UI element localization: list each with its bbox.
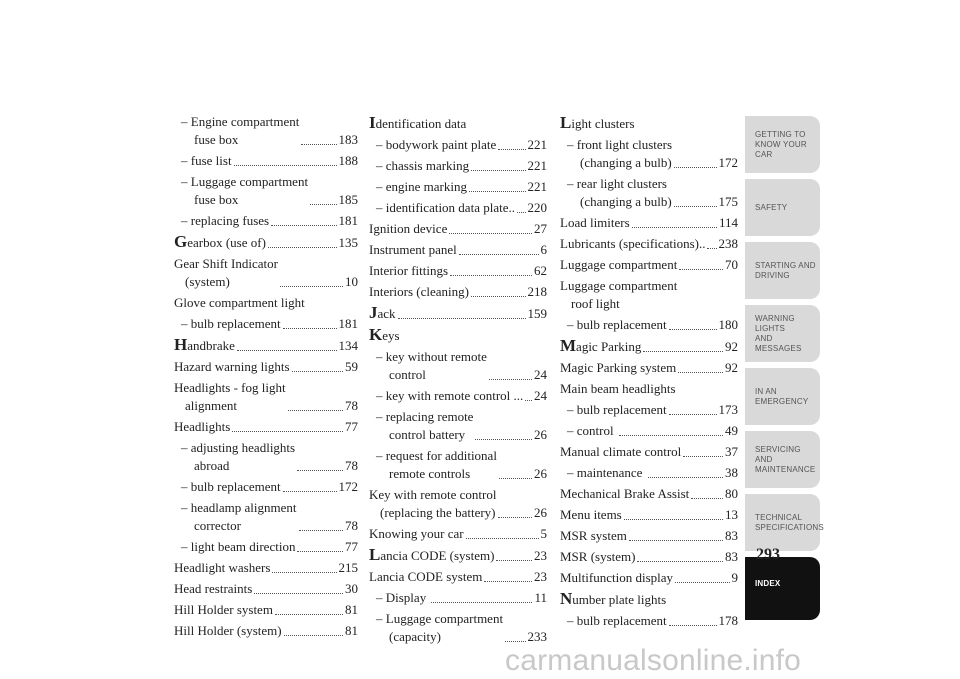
index-entry-rest: dentification data xyxy=(375,116,467,131)
index-page-number: 78 xyxy=(345,458,358,473)
index-letter: G xyxy=(174,232,188,251)
index-column-2 xyxy=(369,113,547,649)
index-entry xyxy=(369,348,547,384)
index-entry xyxy=(174,152,358,170)
dot-leader xyxy=(637,561,723,562)
index-page-number: 11 xyxy=(534,590,547,605)
index-entry-text: Multifunction display xyxy=(560,570,674,585)
index-page-number: 135 xyxy=(338,235,358,250)
chapter-tab[interactable]: SERVICING AND MAINTENANCE xyxy=(745,431,820,488)
index-entry xyxy=(369,199,547,217)
index-entry-text: – maintenance xyxy=(567,465,643,480)
index-letter: N xyxy=(560,589,573,608)
index-entry-text: – engine marking xyxy=(376,179,467,194)
index-page-number: 70 xyxy=(725,257,738,272)
index-page-number: 134 xyxy=(338,338,358,353)
index-page-number: 183 xyxy=(338,132,358,147)
index-entry-rest: ight clusters xyxy=(571,116,635,131)
index-entry-text xyxy=(369,546,494,565)
dot-leader xyxy=(496,560,532,561)
index-entry-text: Lubricants (specifications).. xyxy=(560,236,706,251)
index-page-number: 172 xyxy=(718,155,738,170)
index-entry-text: MSR (system) xyxy=(560,549,636,564)
index-entry xyxy=(560,485,738,503)
index-entry-text xyxy=(174,336,235,355)
index-entry xyxy=(560,569,738,587)
index-entry-rest: agic Parking xyxy=(576,339,642,354)
index-page-number: 62 xyxy=(534,263,547,278)
index-entry-text: Menu items xyxy=(560,507,622,522)
index-entry-text: – front light clusters (changing a bulb) xyxy=(567,137,673,170)
index-entry xyxy=(369,568,547,586)
index-entry-text: – bulb replacement xyxy=(567,402,667,417)
index-entry xyxy=(174,113,358,149)
index-entry-text: Headlight washers xyxy=(174,560,271,575)
index-entry xyxy=(369,304,547,323)
index-entry-text: – identification data plate.. xyxy=(376,200,515,215)
index-entry-text: – key with remote control ... xyxy=(376,388,524,403)
index-entry-text: Hazard warning lights xyxy=(174,359,290,374)
index-entry xyxy=(174,255,358,291)
index-entry xyxy=(369,610,547,646)
index-entry xyxy=(174,358,358,376)
chapter-tab[interactable]: INDEX xyxy=(745,557,820,620)
index-page-number: 26 xyxy=(534,505,547,520)
index-page-number: 9 xyxy=(731,570,738,585)
dot-leader xyxy=(484,581,532,582)
index-page-number: 24 xyxy=(534,388,547,403)
index-page-number: 24 xyxy=(534,367,547,382)
index-entry xyxy=(560,277,738,313)
index-entry-text: Gear Shift Indicator (system) xyxy=(174,256,278,289)
dot-leader xyxy=(301,144,336,145)
dot-leader xyxy=(675,582,729,583)
index-page-number: 78 xyxy=(345,398,358,413)
index-entry xyxy=(369,283,547,301)
index-entry-rest: earbox (use of) xyxy=(187,235,266,250)
index-page-number: 159 xyxy=(527,306,547,321)
dot-leader xyxy=(643,351,723,352)
index-entry-text xyxy=(174,233,266,252)
dot-leader xyxy=(707,248,716,249)
index-entry-text: – bulb replacement xyxy=(181,316,281,331)
index-page-number: 221 xyxy=(527,137,547,152)
index-page-number: 175 xyxy=(718,194,738,209)
index-page-number: 181 xyxy=(338,316,358,331)
dot-leader xyxy=(471,170,525,171)
index-entry xyxy=(369,326,547,345)
index-page-number: 188 xyxy=(338,153,358,168)
index-entry xyxy=(174,173,358,209)
index-entry xyxy=(560,380,738,398)
index-column-1 xyxy=(174,113,358,643)
dot-leader xyxy=(619,435,723,436)
index-entry-text: Magic Parking system xyxy=(560,360,677,375)
index-entry xyxy=(174,559,358,577)
index-entry-text: – adjusting headlights abroad xyxy=(181,440,296,473)
dot-leader xyxy=(310,204,336,205)
dot-leader xyxy=(505,641,525,642)
index-entry-text: – Luggage compartment (capacity) xyxy=(376,611,504,644)
index-entry-text: Lancia CODE system xyxy=(369,569,483,584)
dot-leader xyxy=(459,254,539,255)
index-page-number: 77 xyxy=(345,539,358,554)
watermark: carmanualsonline.info xyxy=(505,644,802,677)
index-letter: L xyxy=(560,113,572,132)
dot-leader xyxy=(669,414,717,415)
index-letter: H xyxy=(174,335,188,354)
chapter-tab[interactable]: GETTING TO KNOW YOUR CAR xyxy=(745,116,820,173)
index-entry-text: Knowing your car xyxy=(369,526,464,541)
index-entry-text xyxy=(560,590,666,609)
dot-leader xyxy=(678,372,723,373)
index-entry-text xyxy=(369,304,396,323)
index-entry xyxy=(560,443,738,461)
index-letter: I xyxy=(369,113,376,132)
index-entry xyxy=(369,447,547,483)
index-page-number: 221 xyxy=(527,179,547,194)
index-entry-text: Key with remote control (replacing the battery) xyxy=(369,487,497,520)
index-entry-text: Luggage compartment roof light xyxy=(560,278,678,311)
index-page-number: 81 xyxy=(345,602,358,617)
dot-leader xyxy=(624,519,723,520)
dot-leader xyxy=(469,191,526,192)
index-entry-text: Main beam headlights xyxy=(560,381,676,396)
index-page-number: 178 xyxy=(718,613,738,628)
index-page-number: 83 xyxy=(725,549,738,564)
index-page-number: 114 xyxy=(718,215,738,230)
dot-leader xyxy=(297,551,343,552)
index-entry-text: – light beam direction xyxy=(181,539,296,554)
dot-leader xyxy=(632,227,717,228)
index-entry xyxy=(560,337,738,356)
index-entry xyxy=(174,233,358,252)
dot-leader xyxy=(471,296,526,297)
index-page-number: 233 xyxy=(527,629,547,644)
index-entry-text: Instrument panel xyxy=(369,242,457,257)
index-entry-text xyxy=(369,326,400,345)
index-entry-text: Hill Holder system xyxy=(174,602,273,617)
index-entry xyxy=(560,527,738,545)
index-entry xyxy=(369,157,547,175)
index-entry-text: Interior fittings xyxy=(369,263,449,278)
index-entry-rest: ack xyxy=(377,306,396,321)
index-entry xyxy=(174,580,358,598)
index-page-number: 92 xyxy=(725,339,738,354)
index-page-number: 27 xyxy=(534,221,547,236)
index-entry xyxy=(174,601,358,619)
index-entry xyxy=(174,379,358,415)
dot-leader xyxy=(232,431,343,432)
dot-leader xyxy=(280,286,343,287)
index-entry-text: – replacing remote control battery xyxy=(376,409,474,442)
index-entry-rest: andbrake xyxy=(187,338,235,353)
dot-leader xyxy=(517,212,526,213)
index-entry-rest: eys xyxy=(382,328,400,343)
dot-leader xyxy=(234,165,337,166)
index-entry xyxy=(174,622,358,640)
dot-leader xyxy=(669,625,717,626)
index-entry-text: Headlights - fog light alignment xyxy=(174,380,286,413)
index-page-number: 59 xyxy=(345,359,358,374)
index-entry-text: – bulb replacement xyxy=(567,317,667,332)
index-entry-text: – bulb replacement xyxy=(181,479,281,494)
index-entry xyxy=(369,136,547,154)
dot-leader xyxy=(292,371,343,372)
dot-leader xyxy=(629,540,723,541)
index-entry xyxy=(560,256,738,274)
index-page-number: 23 xyxy=(534,548,547,563)
dot-leader xyxy=(398,318,526,319)
dot-leader xyxy=(450,275,532,276)
index-page-number: 23 xyxy=(534,569,547,584)
chapter-tab[interactable]: WARNING LIGHTS AND MESSAGES xyxy=(745,305,820,362)
index-page-number: 38 xyxy=(725,465,738,480)
index-entry-text: Hill Holder (system) xyxy=(174,623,282,638)
dot-leader xyxy=(499,478,532,479)
index-letter: K xyxy=(369,325,383,344)
index-entry xyxy=(560,316,738,334)
index-entry-text: – request for additional remote controls xyxy=(376,448,497,481)
index-entry-text: – bodywork paint plate xyxy=(376,137,497,152)
dot-leader xyxy=(283,491,337,492)
index-entry xyxy=(174,212,358,230)
index-page-number: 81 xyxy=(345,623,358,638)
index-entry xyxy=(174,538,358,556)
index-page-number: 37 xyxy=(725,444,738,459)
index-entry-rest: umber plate lights xyxy=(572,592,667,607)
index-page-number: 26 xyxy=(534,427,547,442)
index-entry xyxy=(560,464,738,482)
index-entry xyxy=(560,590,738,609)
index-page-number: 220 xyxy=(527,200,547,215)
index-letter: L xyxy=(369,545,381,564)
index-page-number: 215 xyxy=(338,560,358,575)
index-entry xyxy=(174,478,358,496)
index-entry-text: – Luggage compartment fuse box xyxy=(181,174,309,207)
dot-leader xyxy=(297,470,343,471)
dot-leader xyxy=(271,225,336,226)
chapter-tab[interactable]: STARTING AND DRIVING xyxy=(745,242,820,299)
index-entry-text: Headlights xyxy=(174,419,231,434)
index-entry-text: – headlamp alignment corrector xyxy=(181,500,297,533)
index-entry xyxy=(560,506,738,524)
dot-leader xyxy=(466,538,539,539)
index-entry xyxy=(369,241,547,259)
index-entry-text: – replacing fuses xyxy=(181,213,270,228)
index-entry-text: Luggage compartment xyxy=(560,257,678,272)
index-entry xyxy=(560,359,738,377)
index-entry xyxy=(560,548,738,566)
dot-leader xyxy=(669,329,717,330)
dot-leader xyxy=(431,602,532,603)
index-entry xyxy=(174,315,358,333)
index-entry-text: MSR system xyxy=(560,528,627,543)
index-entry-text: Manual climate control xyxy=(560,444,682,459)
index-page-number: 238 xyxy=(718,236,738,251)
index-entry-text: Head restraints xyxy=(174,581,253,596)
index-entry-text: Ignition device xyxy=(369,221,448,236)
index-page-number: 26 xyxy=(534,466,547,481)
dot-leader xyxy=(268,247,337,248)
index-letter: J xyxy=(369,303,378,322)
index-entry xyxy=(369,178,547,196)
index-entry-text xyxy=(560,114,635,133)
dot-leader xyxy=(275,614,343,615)
index-page-number: 49 xyxy=(725,423,738,438)
index-entry xyxy=(560,214,738,232)
dot-leader xyxy=(449,233,532,234)
index-entry-rest: ancia CODE (system) xyxy=(380,548,495,563)
index-entry xyxy=(369,525,547,543)
index-page-number: 173 xyxy=(718,402,738,417)
chapter-tab[interactable]: IN AN EMERGENCY xyxy=(745,368,820,425)
index-entry-text: – bulb replacement xyxy=(567,613,667,628)
index-entry xyxy=(369,262,547,280)
index-page-number: 78 xyxy=(345,518,358,533)
index-letter: M xyxy=(560,336,577,355)
index-entry-text: – control xyxy=(567,423,614,438)
index-page-number: 6 xyxy=(540,242,547,257)
dot-leader xyxy=(254,593,343,594)
dot-leader xyxy=(283,328,337,329)
dot-leader xyxy=(475,439,532,440)
chapter-tab[interactable]: SAFETY xyxy=(745,179,820,236)
dot-leader xyxy=(284,635,343,636)
index-entry xyxy=(560,114,738,133)
index-entry-text: – rear light clusters (changing a bulb) xyxy=(567,176,672,209)
index-page-number: 13 xyxy=(725,507,738,522)
index-entry xyxy=(560,612,738,630)
index-page-number: 30 xyxy=(345,581,358,596)
index-entry xyxy=(369,546,547,565)
index-page-number: 181 xyxy=(338,213,358,228)
dot-leader xyxy=(683,456,723,457)
index-entry-text: Load limiters xyxy=(560,215,630,230)
index-page-number: 221 xyxy=(527,158,547,173)
dot-leader xyxy=(525,400,532,401)
index-entry xyxy=(174,418,358,436)
dot-leader xyxy=(237,350,337,351)
dot-leader xyxy=(272,572,336,573)
index-entry-text: – fuse list xyxy=(181,153,232,168)
index-page-number: 80 xyxy=(725,486,738,501)
index-entry xyxy=(369,589,547,607)
dot-leader xyxy=(288,410,343,411)
index-entry-text: – chassis marking xyxy=(376,158,470,173)
chapter-tab[interactable]: TECHNICAL SPECIFICATIONS xyxy=(745,494,820,551)
index-entry xyxy=(560,136,738,172)
dot-leader xyxy=(498,149,525,150)
index-page-number: 83 xyxy=(725,528,738,543)
index-page-number: 92 xyxy=(725,360,738,375)
index-entry-text: Interiors (cleaning) xyxy=(369,284,469,299)
index-entry xyxy=(369,408,547,444)
dot-leader xyxy=(674,167,716,168)
dot-leader xyxy=(498,517,532,518)
index-page-number: 77 xyxy=(345,419,358,434)
dot-leader xyxy=(489,379,532,380)
index-entry-text xyxy=(369,114,466,133)
index-entry xyxy=(174,294,358,312)
dot-leader xyxy=(674,206,717,207)
page-number: 293 xyxy=(756,546,780,563)
index-entry xyxy=(560,401,738,419)
index-entry xyxy=(174,336,358,355)
index-entry xyxy=(560,235,738,253)
index-entry-text: Mechanical Brake Assist xyxy=(560,486,690,501)
dot-leader xyxy=(299,530,343,531)
index-page-number: 172 xyxy=(338,479,358,494)
index-entry xyxy=(369,387,547,405)
index-entry xyxy=(560,422,738,440)
index-entry xyxy=(369,486,547,522)
dot-leader xyxy=(691,498,723,499)
index-page-number: 5 xyxy=(540,526,547,541)
index-entry xyxy=(174,439,358,475)
index-entry xyxy=(560,175,738,211)
index-entry-text: Glove compartment light xyxy=(174,295,305,310)
index-page-number: 185 xyxy=(338,192,358,207)
dot-leader xyxy=(648,477,723,478)
index-entry-text: – Engine compartment fuse box xyxy=(181,114,300,147)
index-entry xyxy=(369,220,547,238)
index-entry-text: – key without remote control xyxy=(376,349,487,382)
index-entry-text xyxy=(560,337,641,356)
index-page-number: 10 xyxy=(345,274,358,289)
index-entry xyxy=(369,114,547,133)
index-page-number: 218 xyxy=(527,284,547,299)
index-page-number: 180 xyxy=(718,317,738,332)
index-entry xyxy=(174,499,358,535)
index-entry-text: – Display xyxy=(376,590,427,605)
index-column-3 xyxy=(560,113,738,633)
dot-leader xyxy=(679,269,723,270)
